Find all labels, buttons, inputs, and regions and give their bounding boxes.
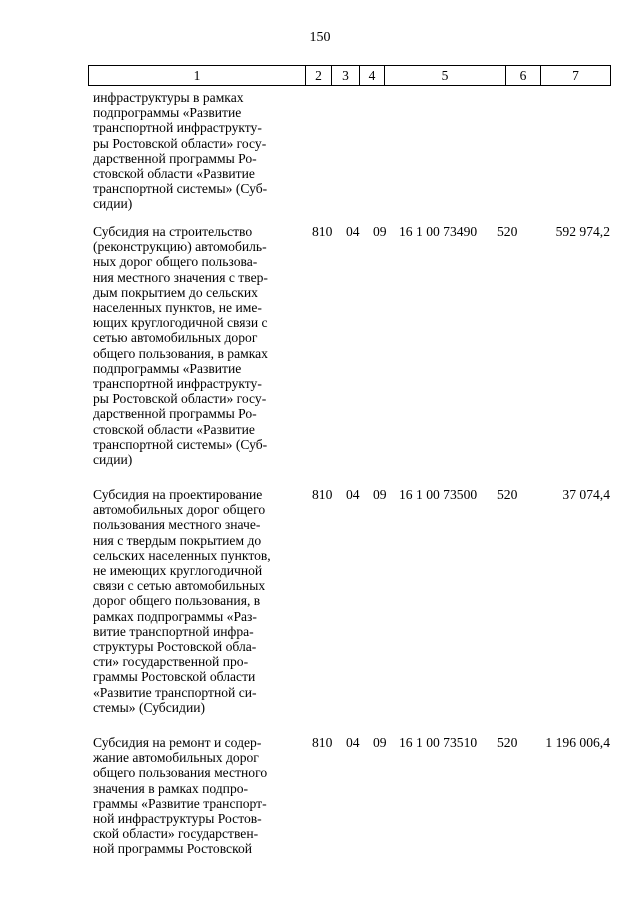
header-col-7: 7 xyxy=(572,68,579,83)
row-subsection-code: 09 xyxy=(373,735,387,750)
header-col-5: 5 xyxy=(385,66,506,85)
row-amount: 592 974,2 xyxy=(555,224,610,239)
table-header xyxy=(88,65,611,86)
header-col-4: 4 xyxy=(360,66,385,85)
page-number: 150 xyxy=(309,30,331,45)
row-description: Субсидия на проектирование автомобильных дорог общего пользования местного значе- ния с твердым покрытием до сельских населенных пунктов, не имеющих круглогодичной связи с сетью автомобильных дорог общего пользования, в рамках подпрограммы «Раз- витие транспортной инфра- структуры Ростовской обла- сти» государственной про- граммы Ростовской области «Развитие транспортной си- стемы» (Субсидии) xyxy=(93,487,271,715)
row-expense-type: 520 xyxy=(497,224,518,239)
row-expense-type: 520 xyxy=(497,735,518,750)
row-expense-type: 520 xyxy=(497,487,518,502)
row-amount: 37 074,4 xyxy=(562,487,610,502)
row-section-code: 04 xyxy=(346,224,360,239)
header-col-2: 2 xyxy=(306,66,332,85)
row-description: инфраструктуры в рамках подпрограммы «Развитие транспортной инфраструкту- ры Ростовской области» госу- дарственной программы Ро- стовской области «Развитие транспортной системы» (Суб- сидии) xyxy=(93,90,268,212)
row-subsection-code: 09 xyxy=(373,487,387,502)
row-target-code: 16 1 00 73500 xyxy=(399,487,478,502)
header-col-6: 6 xyxy=(506,66,541,85)
header-col-3: 3 xyxy=(332,66,360,85)
row-description: Субсидия на строительство (реконструкцию) автомобиль- ных дорог общего пользова- ния местного значения с твер- дым покрытием до сельских населенных пунктов, не име- ющих круглогодичной связи с сетью автомобильных дорог общего пользования, в рамках подпрограммы «Развитие транспортной инфраструкту- ры Ростовской области» госу- дарственной программы Ро- стовской области «Развитие транспортной системы» (Суб- сидии) xyxy=(93,224,268,468)
row-amount: 1 196 006,4 xyxy=(545,735,610,750)
row-section-code: 04 xyxy=(346,487,360,502)
header-col-1: 1 xyxy=(89,66,306,85)
row-grbs-code: 810 xyxy=(312,224,333,239)
row-target-code: 16 1 00 73490 xyxy=(399,224,478,239)
row-subsection-code: 09 xyxy=(373,224,387,239)
row-description: Субсидия на ремонт и содер- жание автомобильных дорог общего пользования местного значения в рамках подпро- граммы «Развитие транспорт- ной инфраструктуры Ростов- ской области» государствен- ной программы Ростовской xyxy=(93,735,268,857)
row-section-code: 04 xyxy=(346,735,360,750)
row-grbs-code: 810 xyxy=(312,487,333,502)
row-target-code: 16 1 00 73510 xyxy=(399,735,478,750)
row-grbs-code: 810 xyxy=(312,735,333,750)
